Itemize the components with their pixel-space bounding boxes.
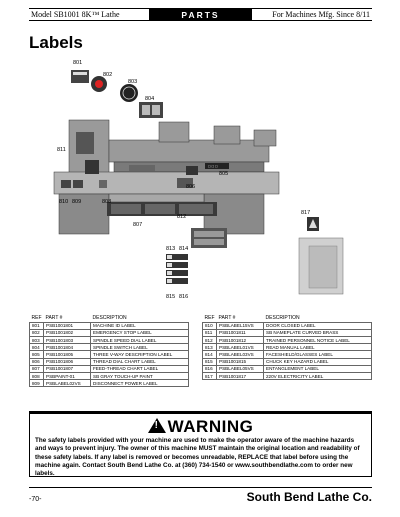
desc-cell: TRAINED PERSONNEL NOTICE LABEL [264, 337, 372, 344]
ref-cell: 806 [30, 358, 44, 365]
table-row [30, 380, 189, 387]
desc-cell: MACHINE ID LABEL [91, 322, 189, 329]
part-cell: PSB1001815 [217, 358, 264, 365]
ref-cell: 811 [203, 329, 217, 336]
table-row [30, 365, 189, 372]
desc-cell: READ MANUAL LABEL [264, 344, 372, 351]
svg-text:☐ ☐ ☐: ☐ ☐ ☐ [208, 164, 218, 169]
ref-cell: 809 [30, 380, 44, 387]
col-ref: REF [31, 315, 42, 322]
part-cell: PSB1001801 [44, 322, 91, 329]
table-row [30, 373, 189, 380]
col-description: DESCRIPTION [92, 315, 127, 322]
ref-cell: 810 [203, 322, 217, 329]
callout-812: 812 [177, 214, 187, 220]
table-row [203, 373, 372, 380]
table-row [30, 322, 189, 329]
desc-cell: SB GRAY TOUCH-UP PAINT [91, 373, 189, 380]
table-row [203, 344, 372, 351]
page-title: Labels [29, 33, 83, 52]
part-cell: PSBLABEL03VS [217, 351, 264, 358]
part-cell: PSB1001802 [44, 329, 91, 336]
part-cell: PSBPAINT-01 [44, 373, 91, 380]
table-row [203, 329, 372, 336]
desc-cell: DISCONNECT POWER LABEL [91, 380, 189, 387]
table-row [203, 351, 372, 358]
label-801-image [71, 70, 89, 83]
callout-815: 815 [166, 294, 176, 300]
safety-label-stack [166, 254, 188, 284]
ref-cell: 808 [30, 373, 44, 380]
desc-cell: EMERGENCY STOP LABEL [91, 329, 189, 336]
brand-logo: South Bend Lathe Co. [246, 490, 372, 504]
label-808-image [99, 180, 107, 188]
callout-802: 802 [103, 72, 113, 78]
desc-cell: THREE V-WAY DESCRIPTION LABEL [91, 351, 189, 358]
callout-814: 814 [179, 246, 189, 252]
ref-cell: 813 [203, 344, 217, 351]
label-810-image [61, 180, 71, 188]
warning-title: WARNING [167, 417, 254, 436]
ref-cell: 812 [203, 337, 217, 344]
page-number: -70- [29, 496, 42, 503]
table-header-row [30, 315, 189, 322]
part-cell: PSB1001811 [217, 329, 264, 336]
callout-805: 805 [219, 171, 229, 177]
part-cell: PSBLABEL01VS [217, 344, 264, 351]
callout-804: 804 [145, 96, 155, 102]
part-cell: PSB1001807 [44, 365, 91, 372]
part-cell: PSB1001812 [217, 337, 264, 344]
part-cell: PSB1001805 [44, 351, 91, 358]
col-part: PART # [218, 315, 236, 322]
desc-cell: THREAD DIAL CHART LABEL [91, 358, 189, 365]
table-row [203, 322, 372, 329]
callout-806: 806 [186, 184, 196, 190]
ref-cell: 803 [30, 337, 44, 344]
desc-cell: FEED-THREAD CHART LABEL [91, 365, 189, 372]
warning-box [29, 411, 372, 477]
label-809-image [73, 180, 83, 188]
desc-cell: SPINDLE SPEED DIAL LABEL [91, 337, 189, 344]
part-cell: PSBLABEL15VS [217, 322, 264, 329]
table-row [30, 329, 189, 336]
callout-801: 801 [73, 60, 83, 66]
callout-807: 807 [133, 222, 143, 228]
lathe-illustration [29, 60, 372, 306]
table-row [30, 358, 189, 365]
callout-813: 813 [166, 246, 176, 252]
parts-table-left [29, 315, 189, 387]
header-model: Model SB1001 8K™ Lathe [31, 10, 120, 19]
callout-803: 803 [128, 79, 138, 85]
table-header-row [203, 315, 372, 322]
callout-811: 811 [57, 147, 66, 153]
callout-817: 817 [301, 210, 311, 216]
ref-cell: 814 [203, 351, 217, 358]
table-row [203, 358, 372, 365]
ref-cell: 804 [30, 344, 44, 351]
warning-heading [30, 417, 371, 437]
callout-808: 808 [102, 199, 112, 205]
table-row [30, 351, 189, 358]
ref-cell: 816 [203, 365, 217, 372]
desc-cell: CHUCK KEY HAZARD LABEL [264, 358, 372, 365]
desc-cell: SPINDLE SWITCH LABEL [91, 344, 189, 351]
ref-cell: 802 [30, 329, 44, 336]
footer-divider [29, 487, 372, 488]
part-cell: PSB1001806 [44, 358, 91, 365]
desc-cell: FACESHIELD/GLASSES LABEL [264, 351, 372, 358]
ref-cell: 815 [203, 358, 217, 365]
label-806-image [186, 166, 198, 175]
ref-cell: 817 [203, 373, 217, 380]
part-cell: PSBLABEL02VS [44, 380, 91, 387]
part-cell: PSB1001817 [217, 373, 264, 380]
part-cell: PSB1001803 [44, 337, 91, 344]
header-manufacture-date: For Machines Mfg. Since 8/11 [272, 10, 370, 19]
warning-triangle-icon: ! [148, 418, 166, 433]
table-row [30, 337, 189, 344]
page-header [29, 8, 372, 21]
ref-cell: 805 [30, 351, 44, 358]
desc-cell: 220V ELECTRICITY LABEL [264, 373, 372, 380]
callout-809: 809 [72, 199, 82, 205]
header-section: PARTS [149, 9, 252, 20]
desc-cell: SB NAMEPLATE CURVED BRASS [264, 329, 372, 336]
parts-table-right [202, 315, 372, 380]
callout-810: 810 [59, 199, 69, 205]
callout-816: 816 [179, 294, 189, 300]
desc-cell: DOOR CLOSED LABEL [264, 322, 372, 329]
desc-cell: ENTANGLEMENT LABEL [264, 365, 372, 372]
col-part: PART # [45, 315, 63, 322]
table-row [203, 337, 372, 344]
ref-cell: 801 [30, 322, 44, 329]
warning-text: The safety labels provided with your machine are used to make the operator aware of the machine hazards and ways to prevent injury. The owner of this machine MUST maintain the original location and readability of these safety labels. If any label is removed or becomes unreadable, REPLACE that label before using the machine again. Contact South Bend Lathe Co. at (360) 734-1540 or www.southbendlathe.com to order new labels. [35, 437, 360, 478]
table-row [203, 365, 372, 372]
col-ref: REF [204, 315, 215, 322]
table-row [30, 344, 189, 351]
col-description: DESCRIPTION [265, 315, 300, 322]
ref-cell: 807 [30, 365, 44, 372]
part-cell: PSB1001804 [44, 344, 91, 351]
part-cell: PSBLABEL05VS [217, 365, 264, 372]
